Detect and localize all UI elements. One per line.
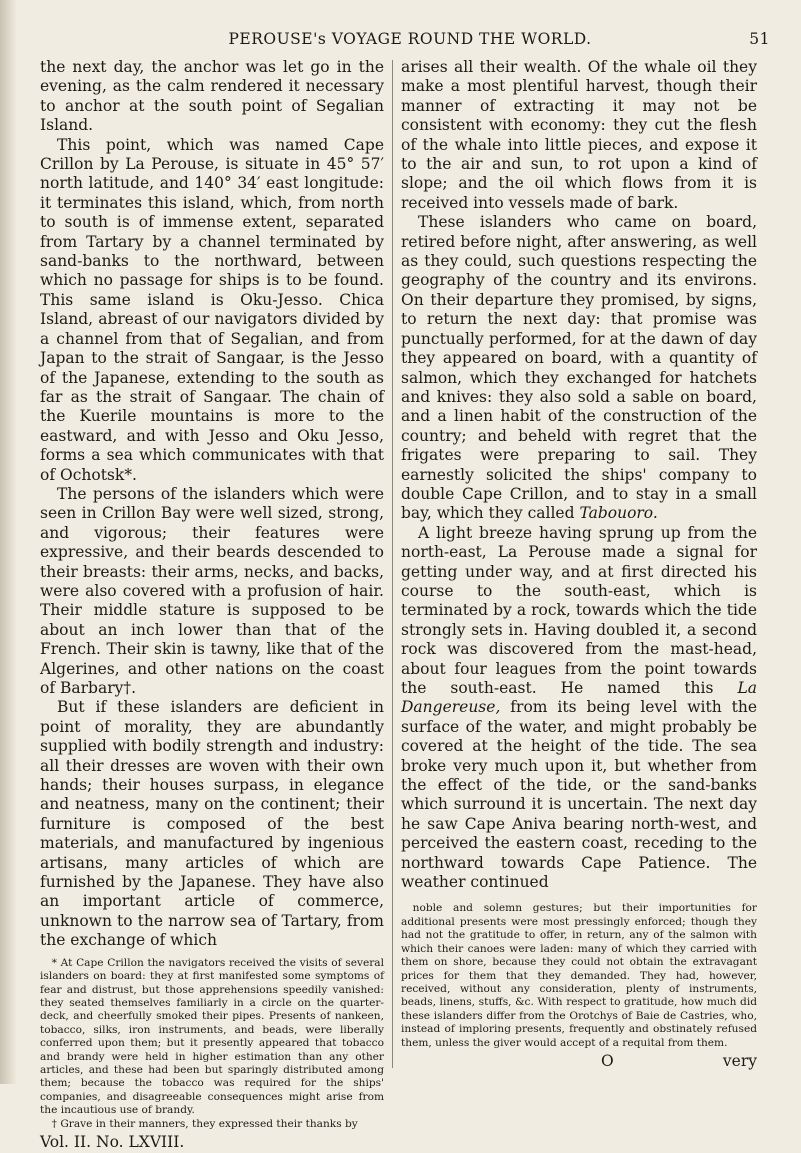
paragraph: arises all their wealth. Of the whale oil they make a most plentiful harvest, though their manner of extracting it may not be consistent with economy: they cut the flesh of the whale into little pieces, and expose it to the air and sun, to rot upon a kind of slope; and the oil which flows from it is received into vessels made of bark. (401, 58, 757, 212)
paragraph-text: from its being level with the surface of the water, and might probably be covered at the height of the tide. The sea broke very much upon it, but whether from the effect of the tide, or the sand-banks which surround it is uncertain. The next day he saw Cape Aniva bearing north-west, and perceived the eastern coast, receding to the northward towards Cape Patience. The weather continued (401, 698, 757, 892)
footnotes (40, 957, 384, 1131)
signature-line (40, 1133, 384, 1153)
signature-mark: O (601, 1051, 614, 1070)
paragraph: But if these islanders are deficient in point of morality, they are abundantly supplied with bodily strength and industry: all their dresses are woven with their own hands; their houses surpass, in elegance and neatness, many on the continent; their furniture is composed of the best materials, and manufactured by ingenious artisans, many articles of which are furnished by the Japanese. They have also an important article of commerce, unknown to the narrow sea of Tartary, from the exchange of which (40, 698, 384, 950)
page-gutter-shadow (0, 0, 16, 1084)
left-column (40, 58, 384, 1153)
footnote: † Grave in their manners, they expressed their thanks by (51, 1117, 358, 1130)
footnotes (401, 902, 757, 1049)
volume-signature: Vol. II. No. LXVIII. (40, 1132, 185, 1151)
footnote: noble and solemn gestures; but their importunities for additional presents were most pressingly enforced; though they had not the gratitude to offer, in return, any of the salmon with which their canoes were laden: many of which they carried with them on shore, because they could not obtain the extravagant prices for them that they demanded. They had, however, received, without any consideration, plenty of instruments, beads, linens, stuffs, &c. With respect to gratitude, how much did these islanders differ from the Orotchys of Baie de Castries, who, instead of imploring presents, frequently and obstinately refused them, unless the giver would accept of a requital from them. (401, 902, 757, 1049)
running-title: PEROUSE's VOYAGE ROUND THE WORLD. (228, 30, 592, 48)
paragraph: The persons of the islanders which were seen in Crillon Bay were well sized, strong, and vigorous; their features were expressive, and their beards descended to their breasts: their arms, necks, and backs, were also covered with a profusion of hair. Their middle stature is supposed to be about an inch lower than that of the French. Their skin is tawny, like that of the Algerines, and other nations on the coast of Barbary†. (40, 484, 384, 697)
running-header (40, 30, 780, 54)
catchword: very (722, 1051, 757, 1070)
paragraph-text: These islanders who came on board, retired before night, after answering, as well as they could, such questions respecting the geography of the country and its environs. On their departure they promised, by signs, to return the next day: that promise was punctually performed, for at the dawn of day they appeared on board, with a quantity of salmon, which they exchanged for hatchets and knives: they also sold a sable on board, and a linen habit of the construction of the country; and beheld with regret that the frigates were preparing to sail. They earnestly solicited the ships' company to double Cape Crillon, and to stay in a small bay, which they called (401, 213, 757, 523)
paragraph (401, 213, 757, 524)
catchword-line (401, 1052, 757, 1072)
paragraph (401, 524, 757, 893)
footnote: * At Cape Crillon the navigators received the visits of several islanders on board: they at first manifested some symptoms of fear and distrust, but those apprehensions speedily vanished: they seated themselves familiarly in a circle on the quarter-deck, and cheerfully smoked their pipes. Presents of nankeen, tobacco, silks, iron instruments, and beads, were liberally conferred upon them; but it presently appeared that tobacco and brandy were held in higher estimation than any other articles, and these had been but sparingly distributed among them; because the tobacco was required for the ships' companies, and disagreeable consequences might arise from the incautious use of brandy. (40, 956, 384, 1117)
paragraph: This point, which was named Cape Crillon by La Perouse, is situate in 45° 57′ north latitude, and 140° 34′ east longitude: it terminates this island, which, from north to south is of immense extent, separated from Tartary by a channel terminated by sand-banks to the northward, between which no passage for ships is to be found. This same island is Oku-Jesso. Chica Island, abreast of our navigators divided by a channel from that of Segalian, and from Japan to the strait of Sangaar, is the Jesso of the Japanese, extending to the south as far as the strait of Sangaar. The chain of the Kuerile mountains is more to the eastward, and with Jesso and Oku Jesso, forms a sea which communicates with that of Ochotsk*. (40, 135, 384, 484)
column-rule (392, 60, 393, 1068)
right-column (401, 58, 757, 1072)
paragraph-text: A light breeze having sprung up from the north-east, La Perouse made a signal for getting under way, and at first directed his course to the south-east, which is terminated by a rock, towards which the tide strongly sets in. Having doubled it, a second rock was discovered from the mast-head, about four leagues from the point towards the south-east. He named this (401, 523, 757, 697)
italic-bay-name: Tabouoro. (579, 504, 658, 523)
page-number: 51 (749, 30, 770, 48)
italic-rock-name: La Dangereuse, (401, 679, 757, 717)
paragraph: the next day, the anchor was let go in the evening, as the calm rendered it necessary to anchor at the south point of Segalian Island. (40, 58, 384, 135)
